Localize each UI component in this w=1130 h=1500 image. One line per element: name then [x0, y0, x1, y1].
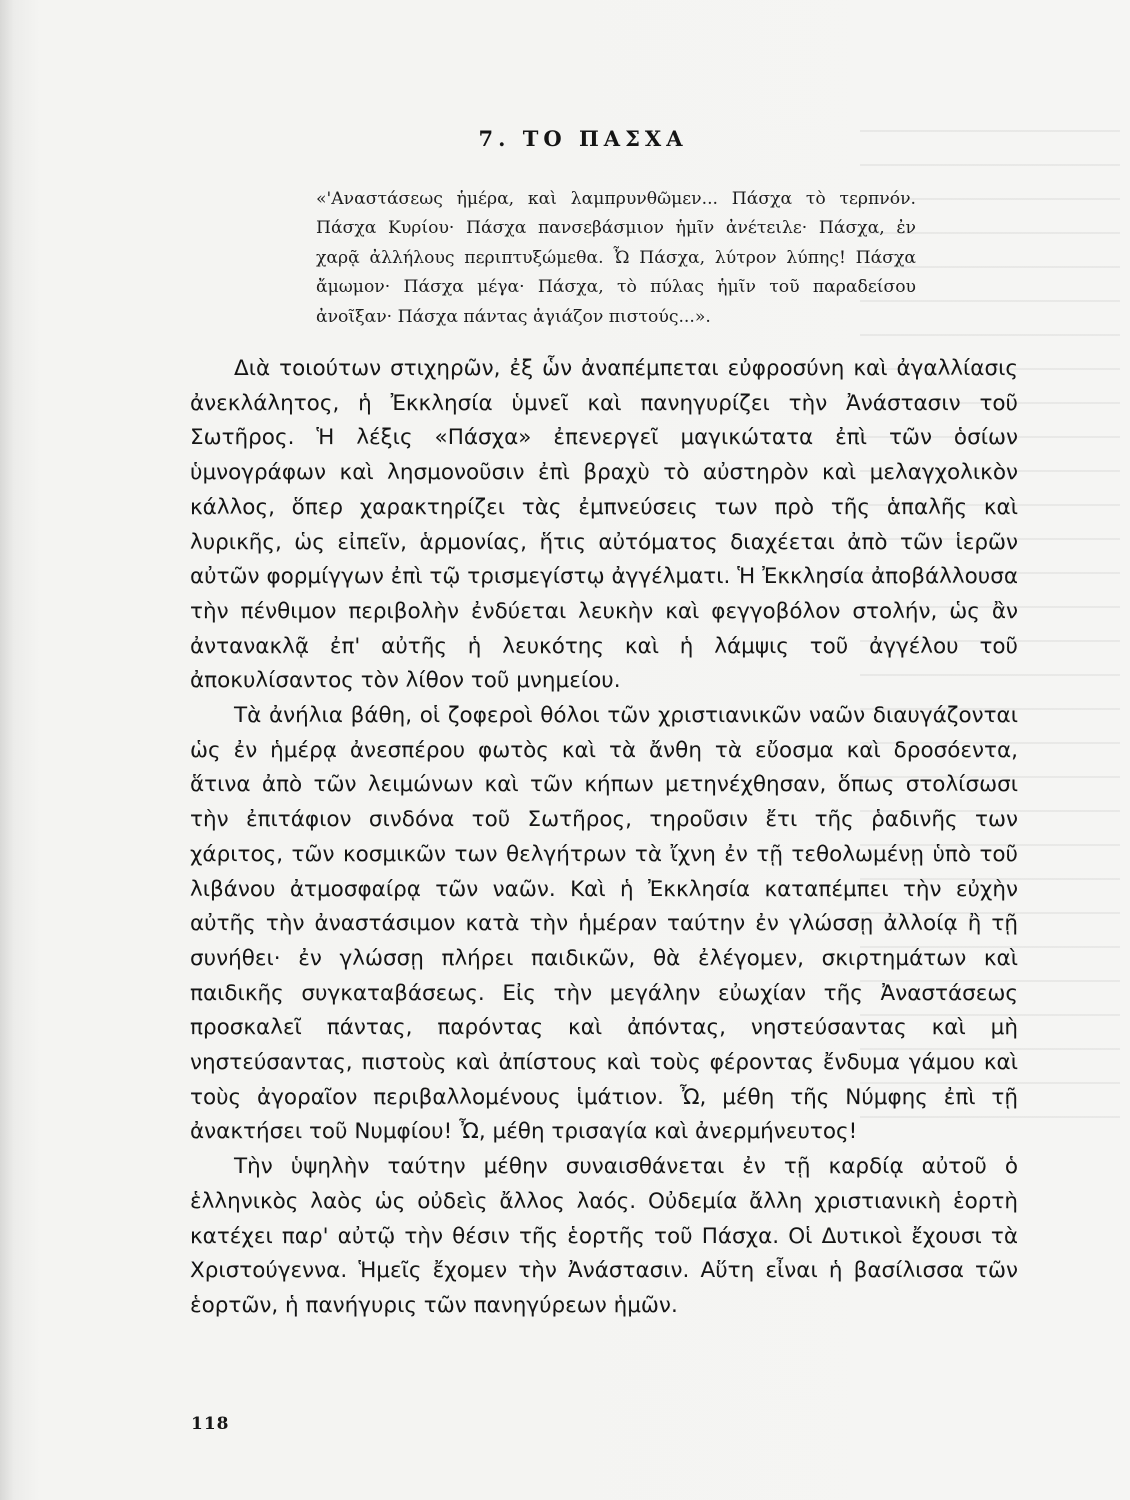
body-text [190, 352, 1018, 1324]
epigraph-quote: «'Αναστάσεως ἡμέρα, καὶ λαμπρυνθῶμεν... Πάσχα τὸ τερπνόν. Πάσχα Κυρίου· Πάσχα πανσεβάσμιον ἡμῖν ἀνέτειλε· Πάσχα, ἐν χαρᾷ ἀλλήλους περιπτυξώμεθα. Ὦ Πάσχα, λύτρον λύπης! Πάσχα ἄμωμον· Πάσχα μέγα· Πάσχα, τὸ πύλας ἡμῖν τοῦ παραδείσου ἀνοῖξαν· Πάσχα πάντας ἁγιάζον πιστούς...». [316, 189, 916, 327]
paragraph-1: Διὰ τοιούτων στιχηρῶν, ἐξ ὧν ἀναπέμπεται εὐφροσύνη καὶ ἀγαλλίασις ἀνεκλάλητος, ἡ Ἐκκλησία ὑμνεῖ καὶ πανηγυρίζει τὴν Ἀνάστασιν τοῦ Σωτῆρος. Ἡ λέξις «Πάσχα» ἐπενεργεῖ μαγικώτατα ἐπὶ τῶν ὁσίων ὑμνογράφων καὶ λησμονοῦσιν ἐπὶ βραχὺ τὸ αὐστηρὸν καὶ μελαγχολικὸν κάλλος, ὅπερ χαρακτηρίζει τὰς ἐμπνεύσεις των πρὸ τῆς ἁπαλῆς καὶ λυρικῆς, ὡς εἰπεῖν, ἁρμονίας, ἥτις αὐτόματος διαχέεται ἀπὸ τῶν ἱερῶν αὐτῶν φορμίγγων ἐπὶ τῷ τρισμεγίστῳ ἀγγέλματι. Ἡ Ἐκκλησία ἀποβάλλουσα τὴν πένθιμον περιβολὴν ἐνδύεται λευκὴν καὶ φεγγοβόλον στολήν, ὡς ἂν ἀντανακλᾷ ἐπ' αὐτῆς ἡ λευκότης καὶ ἡ λάμψις τοῦ ἀγγέλου τοῦ ἀποκυλίσαντος τὸν λίθον τοῦ μνημείου. [190, 356, 1018, 694]
page-number: 118 [191, 1414, 230, 1434]
paragraph-3: Τὴν ὑψηλὴν ταύτην μέθην συναισθάνεται ἐν τῇ καρδίᾳ αὐτοῦ ὁ ἑλληνικὸς λαὸς ὡς οὐδεὶς ἄλλος λαός. Οὐδεμία ἄλλη χριστιανικὴ ἑορτὴ κατέχει παρ' αὐτῷ τὴν θέσιν τῆς ἑορτῆς τοῦ Πάσχα. Οἱ Δυτικοὶ ἔχουσι τὰ Χριστούγεννα. Ἡμεῖς ἔχομεν τὴν Ἀνάστασιν. Αὕτη εἶναι ἡ βασίλισσα τῶν ἑορτῶν, ἡ πανήγυρις τῶν πανηγύρεων ἡμῶν. [190, 1154, 1018, 1318]
chapter-title: 7. ΤΟ ΠΑΣΧΑ [478, 126, 688, 151]
paragraph-2: Τὰ ἀνήλια βάθη, οἱ ζοφεροὶ θόλοι τῶν χριστιανικῶν ναῶν διαυγάζονται ὡς ἐν ἡμέρᾳ ἀνεσπέρου φωτὸς καὶ τὰ ἄνθη τὰ εὔοσμα καὶ δροσόεντα, ἅτινα ἀπὸ τῶν λειμώνων καὶ τῶν κήπων μετηνέχθησαν, ὅπως στολίσωσι τὴν ἐπιτάφιον σινδόνα τοῦ Σωτῆρος, τηροῦσιν ἔτι τῆς ῥαδινῆς των χάριτος, τῶν κοσμικῶν των θελγήτρων τὰ ἴχνη ἐν τῇ τεθολωμένῃ ὑπὸ τοῦ λιβάνου ἀτμοσφαίρᾳ τῶν ναῶν. Καὶ ἡ Ἐκκλησία καταπέμπει τὴν εὐχὴν αὐτῆς τὴν ἀναστάσιμον κατὰ τὴν ἡμέραν ταύτην ἐν γλώσσῃ ἀλλοίᾳ ἢ τῇ συνήθει· ἐν γλώσσῃ πλήρει παιδικῶν, θὰ ἐλέγομεν, σκιρτημάτων καὶ παιδικῆς συγκαταβάσεως. Εἰς τὴν μεγάλην εὐωχίαν τῆς Ἀναστάσεως προσκαλεῖ πάντας, παρόντας καὶ ἀπόντας, νηστεύσαντας καὶ μὴ νηστεύσαντας, πιστοὺς καὶ ἀπίστους καὶ τοὺς φέροντας ἔνδυμα γάμου καὶ τοὺς ἀγοραῖον περιβαλλομένους ἱμάτιον. Ὦ, μέθη τῆς Νύμφης ἐπὶ τῇ ἀνακτήσει τοῦ Νυμφίου! Ὦ, μέθη τρισαγία καὶ ἀνερμήνευτος! [190, 703, 1018, 1145]
